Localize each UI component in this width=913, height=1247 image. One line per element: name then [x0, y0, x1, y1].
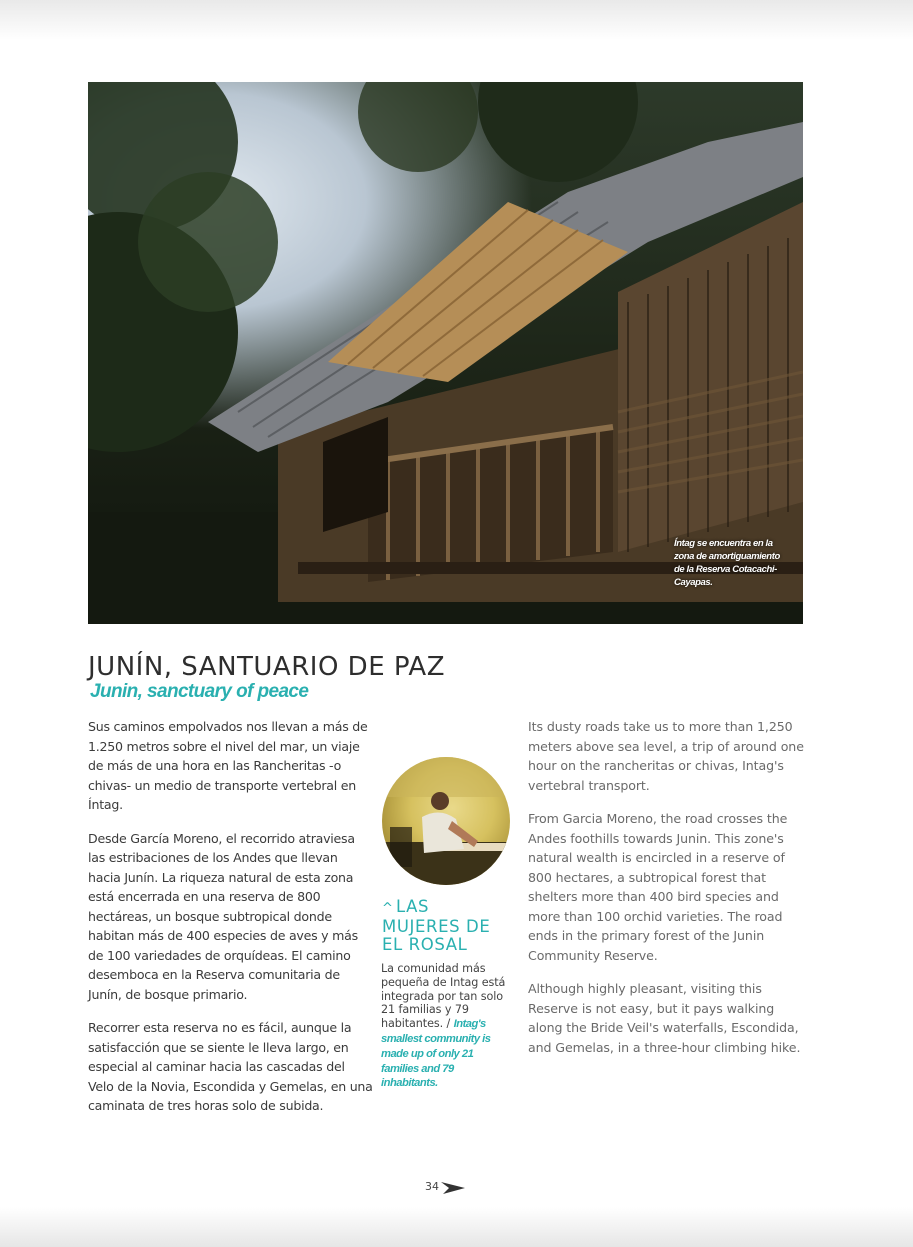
- english-paragraph: Its dusty roads take us to more than 1,250 meters above sea level, a trip of around one hour on the rancheritas or chivas, Intag's vertebral transport.: [528, 719, 804, 793]
- spanish-column: [88, 717, 373, 1130]
- english-paragraph: From Garcia Moreno, the road crosses the Andes foothills towards Junin. This zone's natural wealth is encircled in a reserve of 800 hectares, a subtropical forest that shelters more than 400 bird species and more than 100 orchid varieties. The road ends in the primary forest of the Junin Community Reserve.: [528, 811, 788, 963]
- english-column: [528, 717, 808, 1071]
- sidebar-heading: [382, 898, 512, 954]
- airline-bird-logo-icon: [441, 1181, 465, 1195]
- sidebar-portrait-photo: [382, 757, 510, 885]
- sidebar-heading-line: MUJERES DE: [382, 917, 491, 936]
- sidebar-text: [381, 962, 511, 1091]
- spanish-paragraph: Recorrer esta reserva no es fácil, aunque la satisfacción que se siente le lleva largo, en especial al caminar hacia las cascadas del Velo de la Novia, Escondida y Gemelas, en una caminata de tres horas solo de subida.: [88, 1020, 373, 1113]
- english-paragraph: Although highly pleasant, visiting this Reserve is not easy, but it pays walking along the Bride Veil's waterfalls, Escondida, and Gemelas, in a three-hour climbing hike.: [528, 981, 801, 1055]
- page-number: 34: [425, 1180, 439, 1193]
- sidebar-text-es: La comunidad más pequeña de Intag está integrada por tan solo 21 familias y 79 habitantes. /: [381, 962, 506, 1031]
- sidebar-heading-line: EL ROSAL: [382, 935, 468, 954]
- sidebar-heading-line: LAS: [396, 897, 430, 916]
- article-subtitle: Junin, sanctuary of peace: [90, 681, 309, 702]
- sidebar-text-en: Intag's smallest community is made up of only 21 families and 79 inhabitants.: [381, 1018, 491, 1090]
- hero-photo-wooden-house: [88, 82, 803, 624]
- spanish-paragraph: Desde García Moreno, el recorrido atraviesa las estribaciones de los Andes que llevan hacia Junín. La riqueza natural de esta zona está encerrada en una reserva de 800 hectáreas, un bosque subtropical donde habitan más de 400 especies de aves y más de 100 variedades de orquídeas. El camino desemboca en la Reserva comunitaria de Junín, de bosque primario.: [88, 830, 358, 1002]
- photo-caption: Íntag se encuentra en la zona de amortiguamiento de la Reserva Cotacachi-Cayapas.: [674, 538, 780, 588]
- woman-illustration: [382, 757, 510, 885]
- spanish-paragraph: Sus caminos empolvados nos llevan a más de 1.250 metros sobre el nivel del mar, un viaje de más de una hora en las Rancheritas -o chivas- un medio de transporte vertebral en Íntag.: [88, 719, 368, 812]
- chevron-up-icon: ^: [382, 901, 394, 916]
- article-title: JUNÍN, SANTUARIO DE PAZ: [88, 652, 446, 682]
